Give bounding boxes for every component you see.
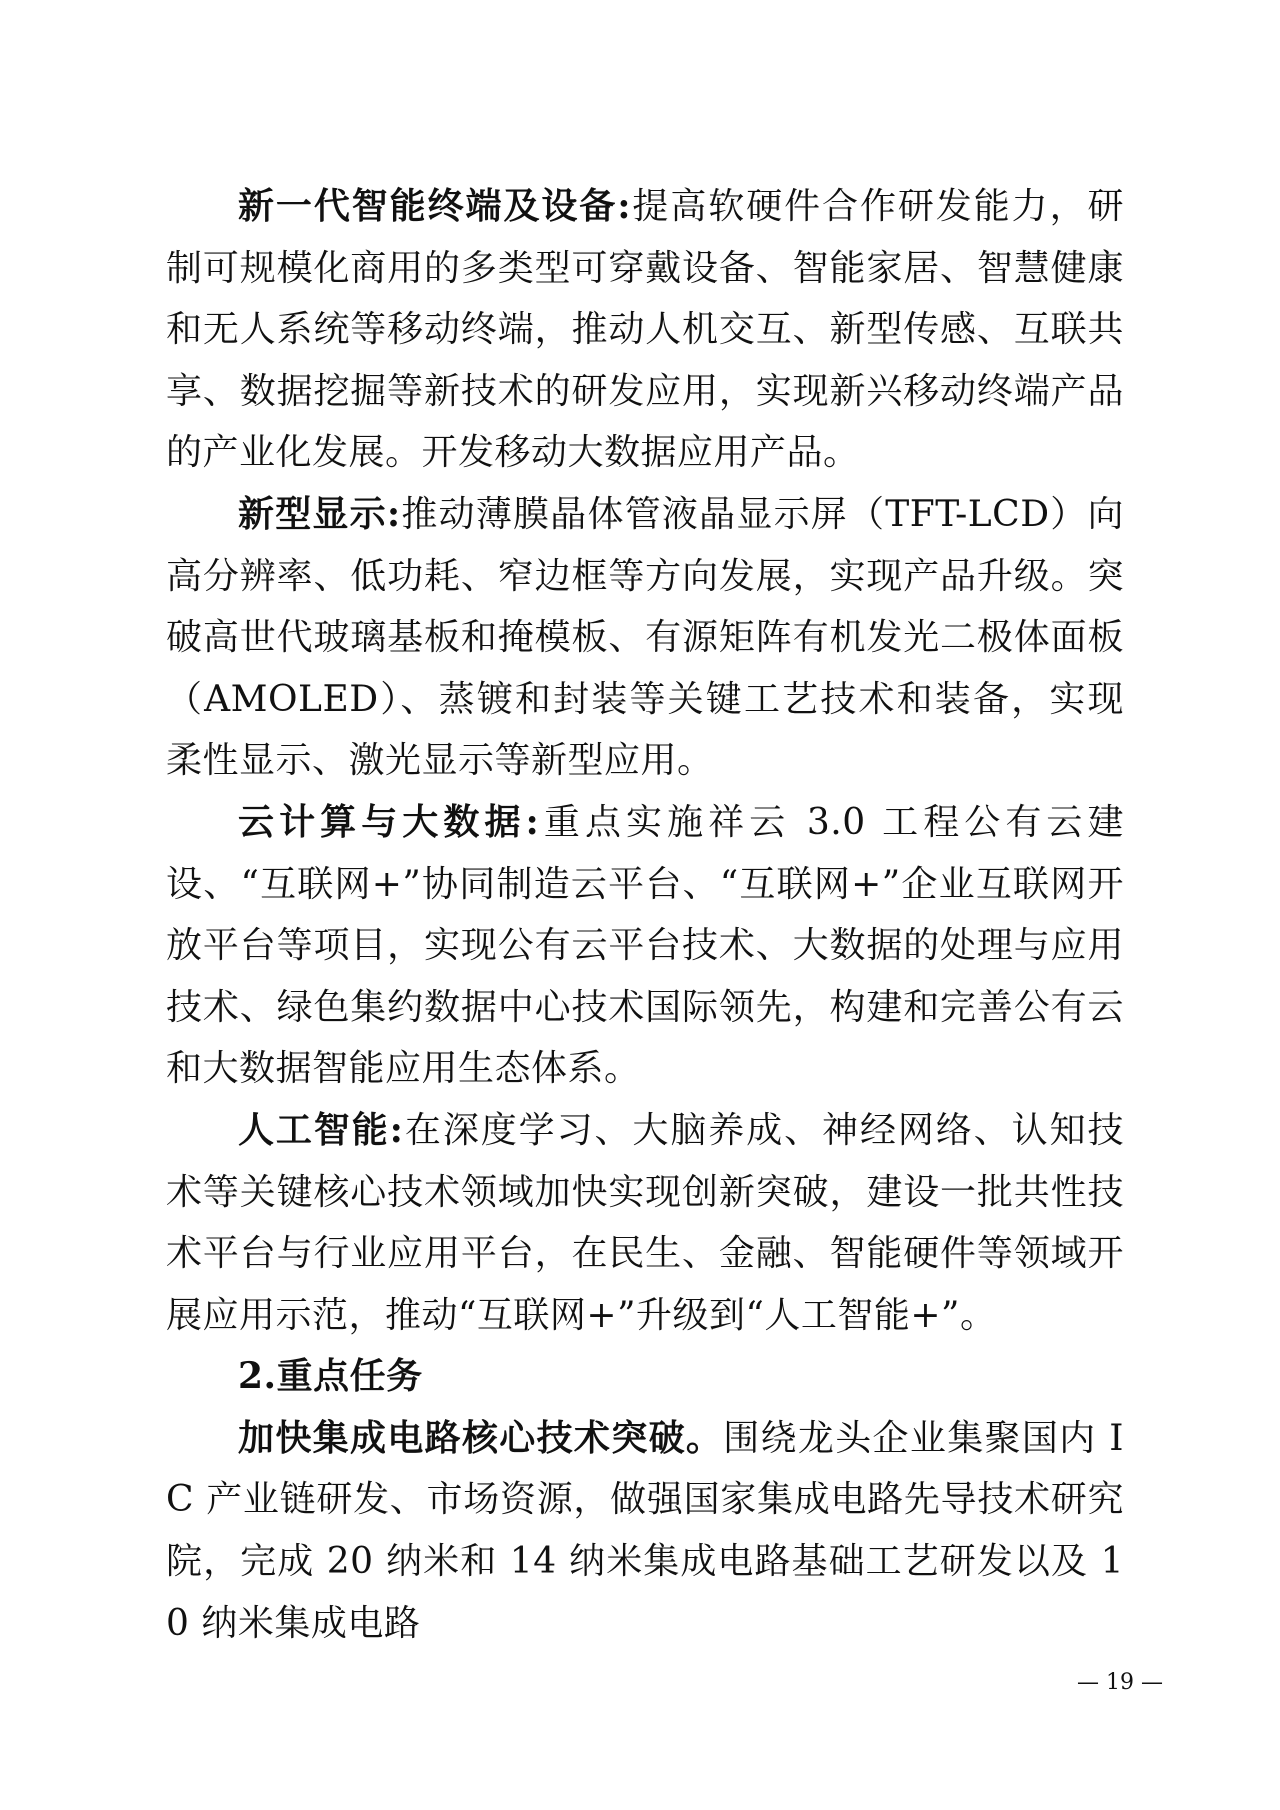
paragraph-lead: 新一代智能终端及设备: (238, 185, 632, 227)
paragraph-text: 推动薄膜晶体管液晶显示屏（TFT-LCD）向高分辨率、低功耗、窄边框等方向发展，实现产品升级。突破高世代玻璃基板和掩模板、有源矩阵有机发光二极体面板（AMOLED）、蒸镀和封装等关键工艺技术和装备，实现柔性显示、激光显示等新型应用。 (166, 493, 1124, 782)
paragraph-lead: 加快集成电路核心技术突破。 (238, 1416, 724, 1459)
paragraph-lead: 云计算与大数据: (238, 800, 540, 843)
paragraph-text: 提高软硬件合作研发能力，研制可规模化商用的多类型可穿戴设备、智能家居、智慧健康和无人系统等移动终端，推动人机交互、新型传感、互联共享、数据挖掘等新技术的研发应用，实现新兴移动终端产品的产业化发展。开发移动大数据应用产品。 (166, 186, 1124, 474)
paragraph-text: 围绕龙头企业集聚国内 IC 产业链研发、市场资源，做强国家集成电路先导技术研究院，完成 20 纳米和 14 纳米集成电路基础工艺研发以及 10 纳米集成电路 (166, 1417, 1124, 1644)
paragraph-text: 在深度学习、大脑养成、神经网络、认知技术等关键核心技术领域加快实现创新突破，建设一批共性技术平台与行业应用平台，在民生、金融、智能硬件等领域开展应用示范，推动“互联网+”升级到“人工智能+”。 (166, 1109, 1124, 1336)
document-body (166, 176, 1124, 1654)
paragraph-ic-breakthrough (166, 1408, 1124, 1654)
paragraph-new-display (166, 484, 1124, 792)
section-heading: 2.重点任务 (238, 1355, 423, 1398)
paragraph-lead: 新型显示: (238, 492, 401, 535)
paragraph-lead: 人工智能: (238, 1108, 404, 1151)
paragraph-text: 重点实施祥云 3.0 工程公有云建设、“互联网+”协同制造云平台、“互联网+”企业互联网开放平台等项目，实现公有云平台技术、大数据的处理与应用技术、绿色集约数据中心技术国际领先，构建和完善公有云和大数据智能应用生态体系。 (166, 801, 1124, 1090)
paragraph-cloud-big-data (166, 792, 1124, 1100)
paragraph-artificial-intelligence (166, 1100, 1124, 1346)
paragraph-smart-terminals (166, 176, 1124, 484)
page-number: — 19 — (1077, 1670, 1163, 1695)
